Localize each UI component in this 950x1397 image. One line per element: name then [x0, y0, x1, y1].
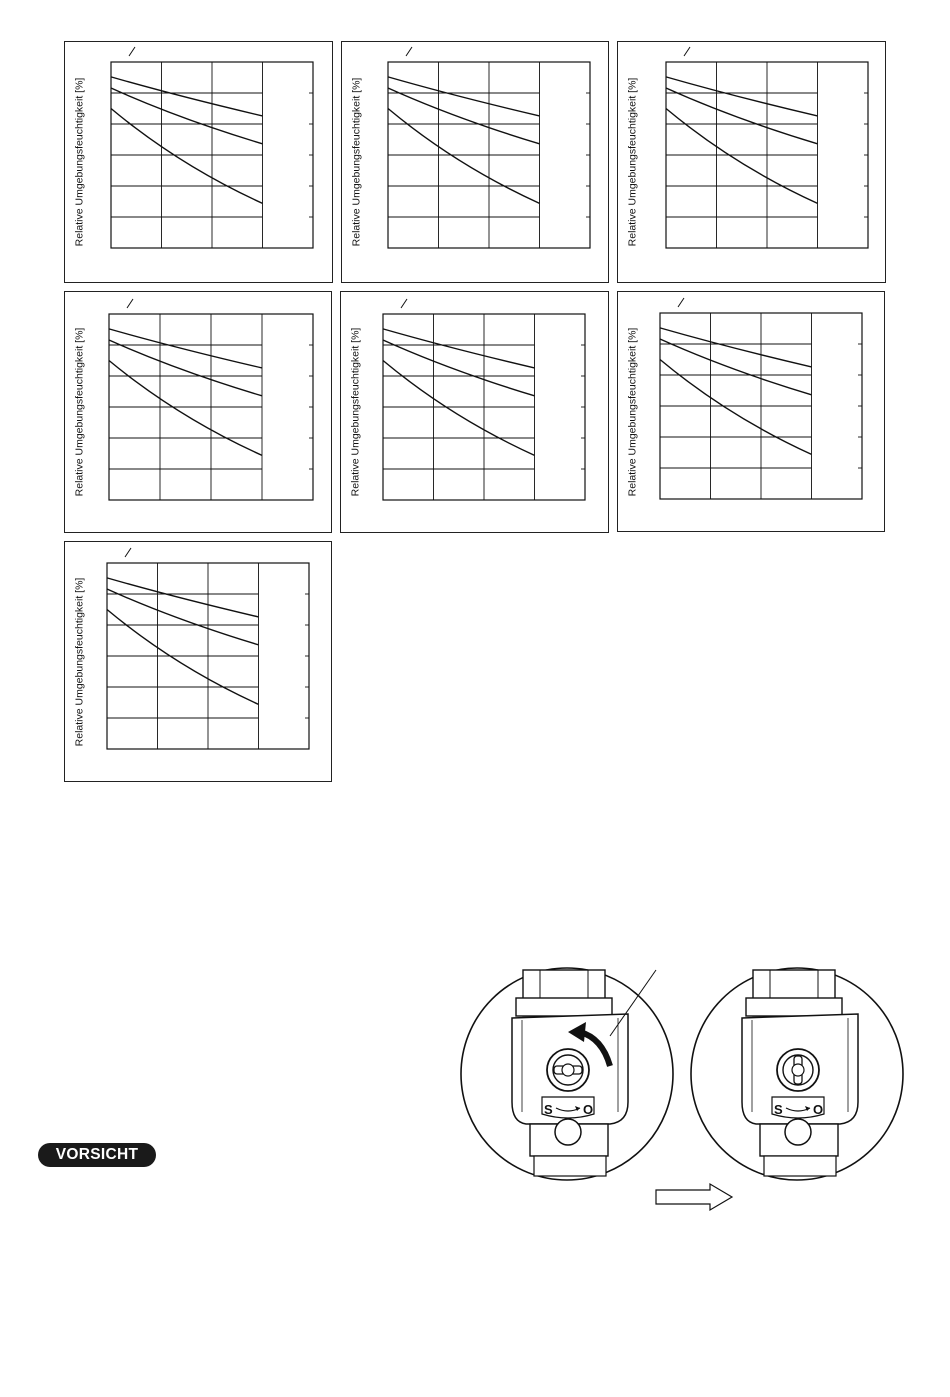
axis-tick-mark — [129, 47, 135, 56]
series-lower — [666, 109, 818, 204]
axis-tick-mark — [401, 299, 407, 308]
chart-panel-5 — [340, 291, 609, 533]
series-middle — [660, 339, 812, 395]
right-arrow-icon — [656, 1184, 732, 1210]
chart-panel-1 — [64, 41, 333, 283]
series-upper — [383, 329, 535, 368]
series-lower — [383, 361, 535, 456]
valve-before — [461, 968, 673, 1180]
chart-2 — [342, 42, 610, 284]
y-axis-label: Relative Umgebungsfeuchtigkeit [%] — [626, 77, 639, 247]
chart-panel-6 — [617, 291, 885, 532]
y-axis-label: Relative Umgebungsfeuchtigkeit [%] — [73, 577, 86, 746]
chart-panel-2 — [341, 41, 609, 283]
series-upper — [111, 77, 263, 116]
series-middle — [383, 340, 535, 396]
chart-panel-3 — [617, 41, 886, 283]
series-upper — [660, 328, 812, 367]
chart-panel-4 — [64, 291, 332, 533]
series-middle — [109, 340, 262, 396]
series-middle — [388, 88, 540, 144]
series-lower — [107, 610, 259, 705]
valve-label-s: S — [774, 1102, 783, 1117]
y-axis-label: Relative Umgebungsfeuchtigkeit [%] — [349, 327, 362, 497]
caution-badge: VORSICHT — [38, 1143, 156, 1167]
chart-3 — [618, 42, 887, 284]
y-axis-label: Relative Umgebungsfeuchtigkeit [%] — [73, 77, 86, 247]
series-lower — [109, 361, 262, 456]
valve-illustration — [460, 962, 920, 1212]
series-upper — [388, 77, 540, 116]
axis-tick-mark — [406, 47, 412, 56]
y-axis-label: Relative Umgebungsfeuchtigkeit [%] — [626, 327, 639, 496]
axis-tick-mark — [678, 298, 684, 307]
chart-4 — [65, 292, 333, 534]
axis-tick-mark — [125, 548, 131, 557]
chart-1 — [65, 42, 334, 284]
y-axis-label: Relative Umgebungsfeuchtigkeit [%] — [350, 77, 363, 247]
valve-label-o: O — [813, 1102, 824, 1117]
series-upper — [666, 77, 818, 116]
axis-tick-mark — [127, 299, 133, 308]
axis-tick-mark — [684, 47, 690, 56]
valve-label-s: S — [544, 1102, 553, 1117]
valve-after — [691, 968, 903, 1180]
series-middle — [107, 589, 259, 645]
series-middle — [666, 88, 818, 144]
series-upper — [107, 578, 259, 617]
chart-5 — [341, 292, 610, 534]
series-lower — [388, 109, 540, 204]
series-middle — [111, 88, 263, 144]
valve-label-o: O — [583, 1102, 594, 1117]
chart-panel-7 — [64, 541, 332, 782]
series-lower — [660, 360, 812, 455]
chart-6 — [618, 292, 886, 533]
series-upper — [109, 329, 262, 368]
series-lower — [111, 109, 263, 204]
chart-7 — [65, 542, 333, 783]
y-axis-label: Relative Umgebungsfeuchtigkeit [%] — [73, 327, 86, 497]
